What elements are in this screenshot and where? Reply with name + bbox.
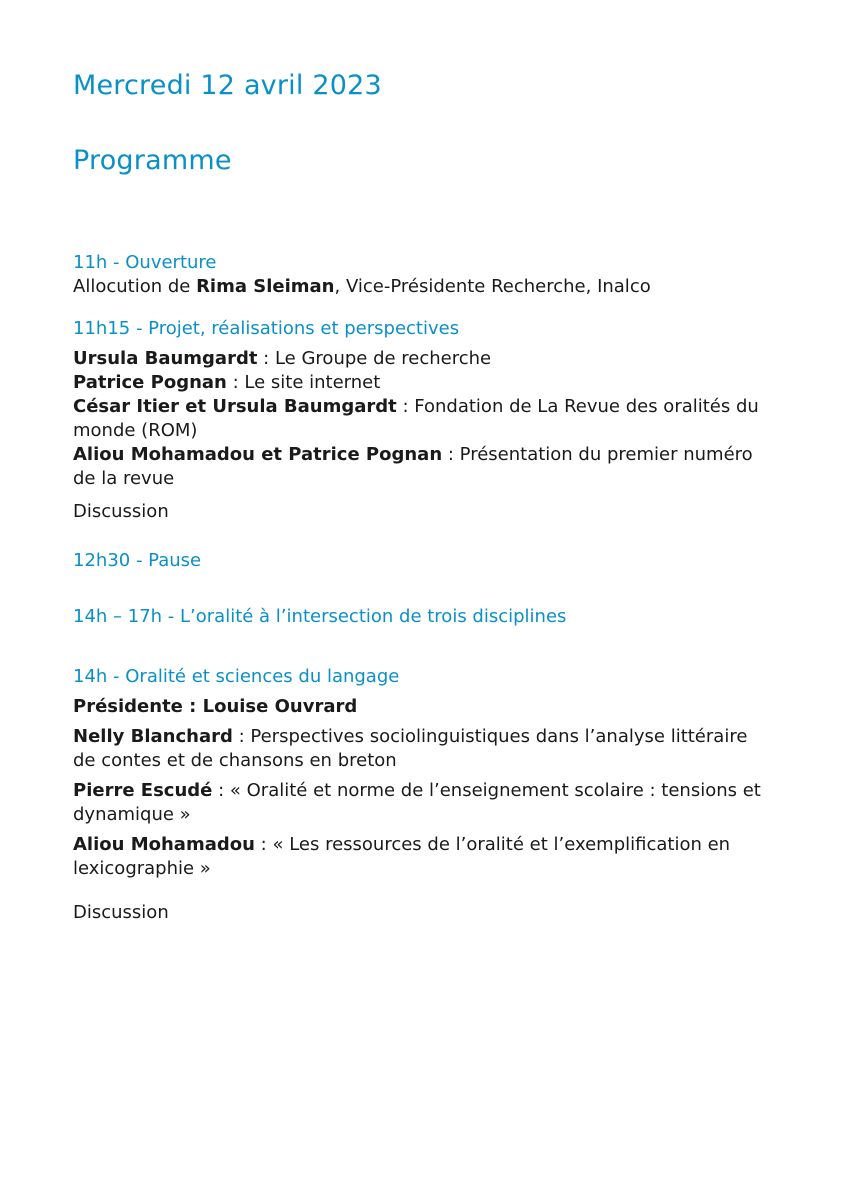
section-language-heading: 14h - Oralité et sciences du langage <box>73 666 400 687</box>
speaker-name: Nelly Blanchard <box>73 726 233 747</box>
speaker-name: Pierre Escudé <box>73 780 213 801</box>
section-language-sciences <box>73 665 773 881</box>
program-item <box>73 779 773 827</box>
separator: : <box>212 780 230 801</box>
program-item <box>73 443 773 491</box>
section-opening-heading: 11h - Ouverture <box>73 252 217 273</box>
talk-title: Présentation du premier numéro de la revue <box>73 444 753 489</box>
opening-speaker: Rima Sleiman <box>196 276 335 297</box>
talk-title: « Oralité et norme de l’enseignement scolaire : tensions et dynamique » <box>73 780 761 825</box>
afternoon-block-title: 14h – 17h - L’oralité à l’intersection de trois disciplines <box>73 606 567 627</box>
separator: : <box>232 726 251 747</box>
talk-title: Le site internet <box>244 372 381 393</box>
speaker-name: Aliou Mohamadou <box>73 834 255 855</box>
separator: : <box>254 834 273 855</box>
talk-title: Le Groupe de recherche <box>274 348 492 369</box>
talk-title: Fondation de La Revue des oralités du monde (ROM) <box>73 396 759 441</box>
program-item <box>73 347 773 371</box>
opening-line-suffix: , Vice-Présidente Recherche, Inalco <box>334 276 651 297</box>
program-item <box>73 395 773 443</box>
program-item <box>73 725 773 773</box>
discussion-1: Discussion <box>73 501 169 522</box>
separator: : <box>257 348 275 369</box>
opening-line-prefix: Allocution de <box>73 276 197 297</box>
speaker-name: César Itier et Ursula Baumgardt <box>73 396 397 417</box>
talk-title: Perspectives sociolinguistiques dans l’analyse littéraire de contes et de chansons en breton <box>73 726 748 771</box>
section-project-heading: 11h15 - Projet, réalisations et perspectives <box>73 318 460 339</box>
section-opening <box>73 251 773 299</box>
speaker-name: Patrice Pognan <box>73 372 227 393</box>
speaker-name: Ursula Baumgardt <box>73 348 258 369</box>
president-line <box>73 695 773 719</box>
section-project <box>73 317 773 491</box>
program-item <box>73 371 773 395</box>
discussion-2: Discussion <box>73 902 169 923</box>
president-name: Présidente : Louise Ouvrard <box>73 696 358 717</box>
separator: : <box>442 444 460 465</box>
date-heading: Mercredi 12 avril 2023 <box>73 70 382 101</box>
opening-line <box>73 275 773 299</box>
program-item <box>73 833 773 881</box>
speaker-name: Aliou Mohamadou et Patrice Pognan <box>73 444 443 465</box>
program-title: Programme <box>73 145 232 176</box>
separator: : <box>396 396 415 417</box>
talk-title: « Les ressources de l’oralité et l’exemplification en lexicographie » <box>73 834 731 879</box>
separator: : <box>226 372 245 393</box>
pause-heading: 12h30 - Pause <box>73 550 202 571</box>
